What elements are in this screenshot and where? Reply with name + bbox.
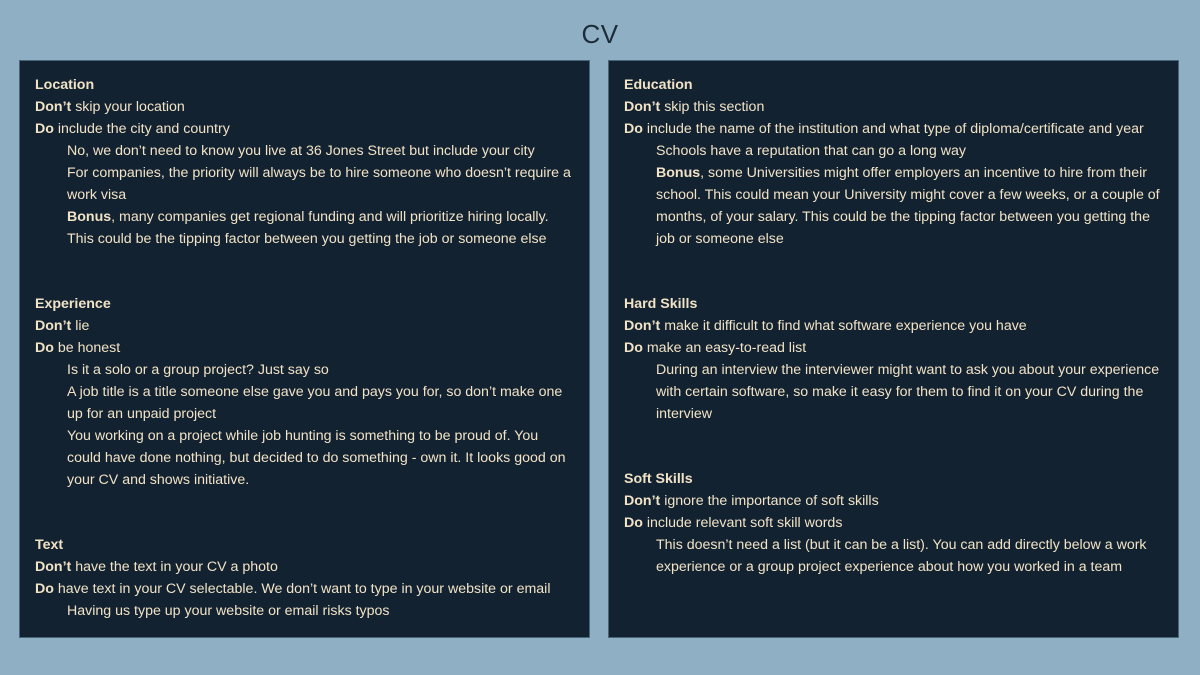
do-text: be honest xyxy=(53,340,121,356)
text-tip-1: Having us type up your website or email risks typos xyxy=(67,603,390,619)
bonus-label: Bonus xyxy=(67,209,112,225)
do-label: Do xyxy=(35,581,54,597)
experience-section xyxy=(35,293,589,491)
experience-tip-1: Is it a solo or a group project? Just say so xyxy=(67,362,329,378)
hard-skills-dont xyxy=(624,315,1178,337)
soft-skills-heading: Soft Skills xyxy=(624,471,693,487)
hard-skills-tip-1: During an interview the interviewer might want to ask you about your experience with certain software, so make it easy for them to find it on your CV during the interview xyxy=(656,362,1160,422)
bonus-text: , many companies get regional funding and will prioritize hiring locally. This could be the tipping factor between you getting the job or someone else xyxy=(67,209,549,247)
do-text: include the city and country xyxy=(53,121,230,137)
dont-text: skip your location xyxy=(71,99,185,115)
education-do xyxy=(624,118,1178,140)
dont-text: ignore the importance of soft skills xyxy=(660,493,879,509)
dont-text: make it difficult to find what software experience you have xyxy=(660,318,1027,334)
soft-skills-section xyxy=(624,468,1178,578)
hard-skills-section xyxy=(624,293,1178,425)
experience-dont xyxy=(35,315,589,337)
experience-tip-3: You working on a project while job hunting is something to be proud of. You could have done nothing, but decided to do something - own it. It looks good on your CV and shows initiative. xyxy=(67,428,566,488)
text-dont xyxy=(35,556,589,578)
experience-tip-2: A job title is a title someone else gave you and pays you for, so don’t make one up for an unpaid project xyxy=(67,384,563,422)
location-do xyxy=(35,118,589,140)
do-label: Do xyxy=(35,340,54,356)
soft-skills-dont xyxy=(624,490,1178,512)
dont-label: Don’t xyxy=(35,559,72,575)
education-tip-1: Schools have a reputation that can go a long way xyxy=(656,143,966,159)
do-text: include relevant soft skill words xyxy=(642,515,843,531)
location-dont xyxy=(35,96,589,118)
experience-heading: Experience xyxy=(35,296,111,312)
location-tip-3 xyxy=(35,206,589,250)
dont-label: Don’t xyxy=(35,99,72,115)
text-heading: Text xyxy=(35,537,64,553)
hard-skills-do xyxy=(624,337,1178,359)
education-heading: Education xyxy=(624,77,693,93)
experience-do xyxy=(35,337,589,359)
location-section xyxy=(35,74,589,250)
dont-text: skip this section xyxy=(660,99,765,115)
page-title: CV xyxy=(581,19,619,49)
do-label: Do xyxy=(624,515,643,531)
education-tip-2 xyxy=(624,162,1178,250)
dont-label: Don’t xyxy=(35,318,72,334)
education-section xyxy=(624,74,1178,250)
do-text: have text in your CV selectable. We don’t want to type in your website or email xyxy=(53,581,551,597)
location-tip-1: No, we don’t need to know you live at 36 Jones Street but include your city xyxy=(67,143,535,159)
left-panel xyxy=(19,60,590,638)
dont-text: have the text in your CV a photo xyxy=(71,559,278,575)
dont-label: Don’t xyxy=(624,493,661,509)
do-label: Do xyxy=(624,340,643,356)
hard-skills-heading: Hard Skills xyxy=(624,296,698,312)
dont-text: lie xyxy=(71,318,90,334)
education-dont xyxy=(624,96,1178,118)
dont-label: Don’t xyxy=(624,318,661,334)
do-label: Do xyxy=(624,121,643,137)
text-do xyxy=(35,578,589,600)
location-tip-2: For companies, the priority will always be to hire someone who doesn’t require a work visa xyxy=(67,165,571,203)
soft-skills-tip-1: This doesn’t need a list (but it can be a list). You can add directly below a work experience or a group project experience about how you worked in a team xyxy=(656,537,1147,575)
text-section xyxy=(35,534,589,622)
soft-skills-do xyxy=(624,512,1178,534)
do-label: Do xyxy=(35,121,54,137)
do-text: include the name of the institution and what type of diploma/certificate and year xyxy=(642,121,1144,137)
do-text: make an easy-to-read list xyxy=(642,340,807,356)
dont-label: Don’t xyxy=(624,99,661,115)
right-panel xyxy=(608,60,1179,638)
bonus-text: , some Universities might offer employers an incentive to hire from their school. This could mean your University might cover a few weeks, or a couple of months, of your salary. This could be the tipping factor between you getting the job or someone else xyxy=(656,165,1160,247)
location-heading: Location xyxy=(35,77,95,93)
bonus-label: Bonus xyxy=(656,165,701,181)
